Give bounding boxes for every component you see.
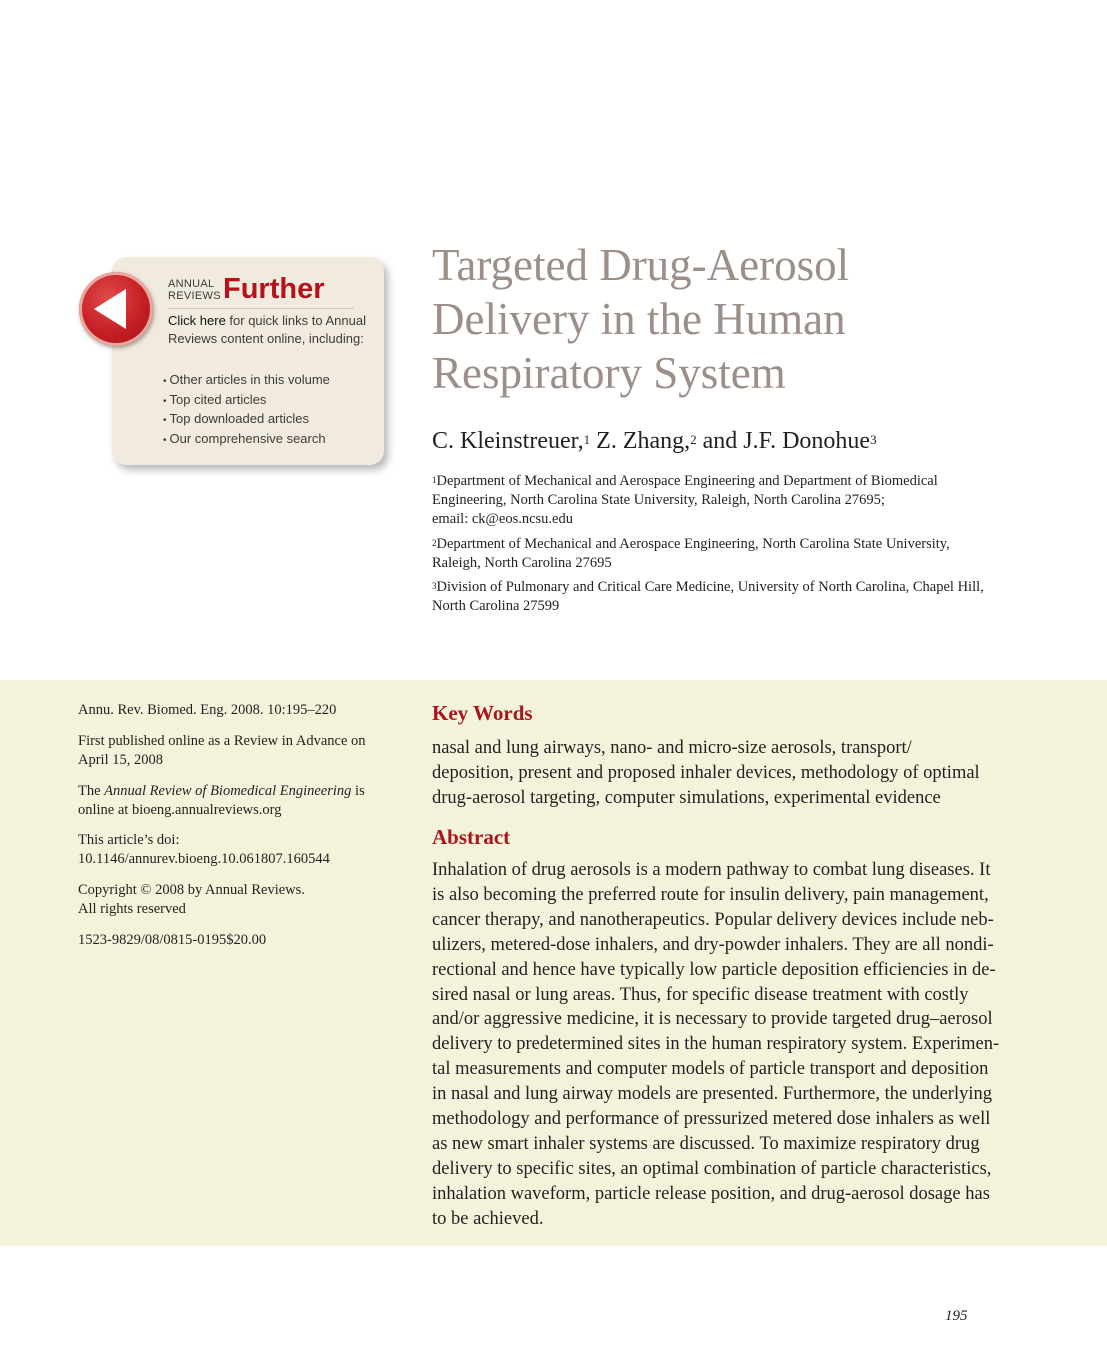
- author-3-sup: 3: [870, 432, 877, 447]
- abstract-line-11: methodology and performance of pressurized metered dose inhalers as well: [432, 1109, 991, 1130]
- keywords-heading: Key Words: [432, 701, 533, 725]
- arrow-triangle: [94, 289, 126, 329]
- further-link-top-cited[interactable]: • Top cited articles: [163, 391, 330, 411]
- abstract-line-15: to be achieved.: [432, 1208, 544, 1229]
- further-header: [168, 273, 354, 309]
- keywords-line-1: nasal and lung airways, nano- and micro-size aerosols, transport/: [432, 738, 912, 758]
- author-1-sup: 1: [583, 432, 591, 447]
- affiliation-3: [432, 578, 1032, 616]
- abstract-heading: Abstract: [432, 825, 511, 849]
- affiliation-2: [432, 535, 1032, 573]
- affiliation-3-sup: 3: [432, 581, 437, 591]
- further-link-search[interactable]: • Our comprehensive search: [163, 430, 330, 450]
- back-arrow-icon[interactable]: [79, 272, 153, 346]
- journal-name: Annual Review of Biomedical Engineering: [104, 783, 352, 799]
- affiliation-2-text: Department of Mechanical and Aerospace Engineering, North Carolina State University,: [436, 536, 950, 552]
- journal-post: is: [351, 783, 365, 799]
- copyright-line-1: Copyright © 2008 by Annual Reviews.: [78, 882, 305, 898]
- copyright-info: [78, 881, 398, 919]
- issn-price: 1523-9829/08/0815-0195$20.00: [78, 932, 267, 948]
- affiliation-2-sup: 2: [432, 538, 437, 548]
- affiliation-1-sup: 1: [432, 475, 437, 485]
- affiliation-1-line-2: Engineering, North Carolina State University, Raleigh, North Carolina 27695;: [432, 492, 885, 508]
- affiliation-3-line-2: North Carolina 27599: [432, 598, 560, 614]
- further-description-text: for quick links to Annual Reviews content online, including:: [168, 313, 366, 346]
- affiliation-2-line-2: Raleigh, North Carolina 27695: [432, 555, 612, 571]
- further-description: [168, 312, 368, 347]
- logo-annual: ANNUAL: [168, 278, 215, 290]
- journal-line-1: [78, 782, 398, 801]
- abstract-text: [432, 858, 1024, 1232]
- abstract-line-3: cancer therapy, and nanotherapeutics. Popular delivery devices include neb-: [432, 909, 994, 930]
- published-line-1: First published online as a Review in Advance on: [78, 733, 366, 749]
- further-links: [163, 371, 330, 449]
- further-link-other-articles[interactable]: • Other articles in this volume: [163, 371, 330, 391]
- abstract-line-4: ulizers, metered-dose inhalers, and dry-powder inhalers. They are all nondi-: [432, 934, 994, 955]
- affiliation-1-email: email: ck@eos.ncsu.edu: [432, 511, 573, 527]
- journal-info: [78, 782, 398, 820]
- further-link-top-downloaded[interactable]: • Top downloaded articles: [163, 410, 330, 430]
- abstract-line-10: in nasal and lung airway models are presented. Furthermore, the underlying: [432, 1084, 992, 1105]
- further-title: Further: [223, 273, 325, 305]
- keywords-text: [432, 736, 1027, 811]
- author-2: Z. Zhang,: [590, 428, 691, 454]
- author-2-sup: 2: [690, 432, 697, 447]
- abstract-line-6: sired nasal or lung areas. Thus, for specific disease treatment with costly: [432, 984, 969, 1005]
- affiliation-3-text: Division of Pulmonary and Critical Care Medicine, University of North Carolina, Chapel Hill,: [436, 579, 984, 595]
- doi-label: This article’s doi:: [78, 832, 180, 848]
- journal-pre: The: [78, 783, 105, 799]
- abstract-line-2: is also becoming the preferred route for insulin delivery, pain management,: [432, 884, 989, 905]
- affiliation-2-line-1: [432, 535, 1032, 554]
- abstract-line-9: tal measurements and computer models of particle transport and deposition: [432, 1059, 989, 1080]
- abstract-line-5: rectional and hence have typically low particle deposition efficiencies in de-: [432, 959, 996, 980]
- author-3: and J.F. Donohue: [696, 428, 871, 454]
- logo-reviews: REVIEWS: [168, 290, 221, 302]
- click-here-link[interactable]: Click here: [168, 313, 226, 328]
- title-line-1: Targeted Drug-Aerosol: [432, 240, 850, 290]
- affiliation-1-text: Department of Mechanical and Aerospace Engineering and Department of Biomedical: [436, 473, 938, 489]
- published-line-2: April 15, 2008: [78, 752, 163, 768]
- keywords-line-2: deposition, present and proposed inhaler devices, methodology of optimal: [432, 763, 980, 783]
- article-title: [432, 238, 1052, 400]
- abstract-line-8: delivery to predetermined sites in the human respiratory system. Experimen-: [432, 1034, 1000, 1055]
- abstract-line-14: inhalation waveform, particle release position, and drug-aerosol dosage has: [432, 1183, 990, 1204]
- doi-info: [78, 831, 398, 869]
- copyright-line-2: All rights reserved: [78, 901, 186, 917]
- abstract-line-1: Inhalation of drug aerosols is a modern pathway to combat lung diseases. It: [432, 860, 991, 880]
- abstract-line-13: delivery to specific sites, an optimal combination of particle characteristics,: [432, 1158, 992, 1179]
- affiliation-1-line-1: [432, 472, 1032, 491]
- journal-url[interactable]: online at bioeng.annualreviews.org: [78, 802, 282, 818]
- citation: Annu. Rev. Biomed. Eng. 2008. 10:195–220: [78, 702, 337, 718]
- annual-reviews-logo: [168, 278, 221, 302]
- abstract-line-12: as new smart inhaler systems are discussed. To maximize respiratory drug: [432, 1133, 980, 1154]
- doi-value[interactable]: 10.1146/annurev.bioeng.10.061807.160544: [78, 851, 330, 867]
- affiliation-1: [432, 472, 1032, 529]
- page-number: 195: [945, 1308, 968, 1324]
- title-line-2: Delivery in the Human: [432, 294, 846, 344]
- abstract-line-7: and/or aggressive medicine, it is necessary to provide targeted drug–aerosol: [432, 1009, 993, 1030]
- authors: [432, 426, 877, 456]
- author-1: C. Kleinstreuer,: [432, 428, 584, 454]
- published-info: [78, 732, 398, 770]
- title-line-3: Respiratory System: [432, 348, 786, 398]
- keywords-line-3: drug-aerosol targeting, computer simulations, experimental evidence: [432, 788, 941, 808]
- affiliation-3-line-1: [432, 578, 1032, 597]
